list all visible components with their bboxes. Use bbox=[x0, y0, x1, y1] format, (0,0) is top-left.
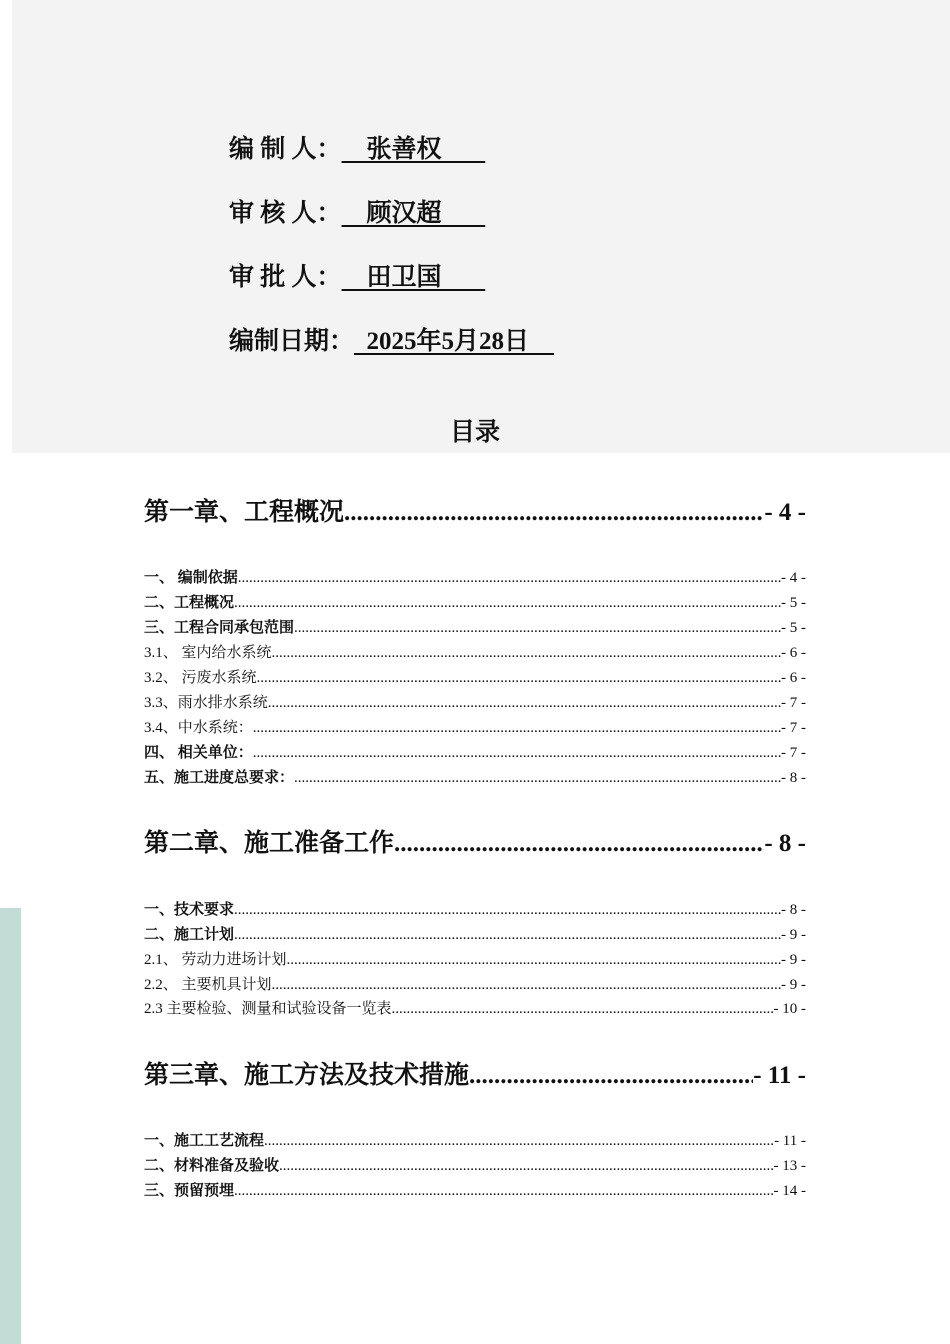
toc-title: 目录 bbox=[449, 419, 500, 446]
toc-page-number: - 9 - bbox=[781, 977, 806, 993]
toc-page-number: - 13 - bbox=[773, 1158, 806, 1174]
toc-item[interactable] bbox=[144, 1155, 806, 1177]
toc-page-number: - 7 - bbox=[781, 745, 806, 761]
toc-item[interactable] bbox=[144, 767, 806, 789]
toc-leader-dots bbox=[234, 1180, 773, 1202]
toc-leader-dots bbox=[272, 642, 781, 664]
toc-page-number: - 5 - bbox=[781, 595, 806, 611]
toc-chapter[interactable] bbox=[144, 496, 806, 530]
toc-item-title: 三、工程合同承包范围 bbox=[144, 620, 295, 636]
toc-chapter-title: 第一章、工程概况 bbox=[144, 499, 345, 526]
signature-value: 2025年5月28日 bbox=[354, 328, 555, 355]
toc-leader-dots bbox=[279, 1155, 773, 1177]
toc-page-number: - 11 - bbox=[753, 1062, 806, 1089]
signature-row-approver bbox=[229, 261, 485, 295]
toc-item-title: 3.2、 污废水系统 bbox=[144, 670, 257, 686]
toc-item[interactable] bbox=[144, 567, 806, 589]
toc-item-title: 3.4、中水系统： bbox=[144, 720, 253, 736]
toc-chapter[interactable] bbox=[144, 827, 806, 861]
toc-chapter[interactable] bbox=[144, 1059, 806, 1093]
toc-item-title: 3.3、雨水排水系统 bbox=[144, 695, 268, 711]
signature-value: 张善权 bbox=[341, 136, 486, 163]
toc-item[interactable] bbox=[144, 742, 806, 764]
toc-item-title: 四、 相关单位： bbox=[144, 745, 253, 761]
toc-leader-dots bbox=[287, 949, 781, 971]
toc-page-number: - 9 - bbox=[781, 952, 806, 968]
toc-leader-dots bbox=[253, 717, 781, 739]
toc-item-title: 一、施工工艺流程 bbox=[144, 1133, 265, 1149]
signature-label: 编制日期： bbox=[229, 328, 355, 355]
toc-leader-dots bbox=[268, 692, 781, 714]
toc-page-number: - 8 - bbox=[781, 902, 806, 918]
toc-item[interactable] bbox=[144, 1180, 806, 1202]
toc-item[interactable] bbox=[144, 974, 806, 996]
toc-page-number: - 5 - bbox=[781, 620, 806, 636]
toc-chapter-title: 第三章、施工方法及技术措施 bbox=[144, 1062, 470, 1089]
toc-page-number: - 7 - bbox=[781, 720, 806, 736]
toc-leader-dots bbox=[294, 767, 781, 789]
toc-item[interactable] bbox=[144, 949, 806, 971]
toc-leader-dots bbox=[234, 899, 781, 921]
toc-item-title: 一、技术要求 bbox=[144, 902, 235, 918]
toc-item-title: 2.2、 主要机具计划 bbox=[144, 977, 272, 993]
toc-item[interactable] bbox=[144, 1130, 806, 1152]
signature-row-date bbox=[229, 325, 554, 359]
toc-leader-dots bbox=[294, 617, 781, 639]
toc-leader-dots bbox=[234, 924, 781, 946]
toc-item[interactable] bbox=[144, 592, 806, 614]
toc-page-number: - 8 - bbox=[781, 770, 806, 786]
toc-page-number: - 8 - bbox=[764, 830, 806, 857]
toc-leader-dots bbox=[469, 1059, 753, 1093]
toc-item-title: 2.1、 劳动力进场计划 bbox=[144, 952, 287, 968]
signature-value: 田卫国 bbox=[341, 264, 486, 291]
toc-chapter-title: 第二章、施工准备工作 bbox=[144, 830, 395, 857]
toc-item[interactable] bbox=[144, 692, 806, 714]
toc-item[interactable] bbox=[144, 998, 806, 1020]
toc-leader-dots bbox=[257, 667, 781, 689]
toc-page-number: - 10 - bbox=[773, 1001, 806, 1017]
signature-row-compiler bbox=[229, 133, 485, 167]
toc-leader-dots bbox=[394, 827, 764, 861]
toc-page-number: - 4 - bbox=[781, 570, 806, 586]
signature-label: 审 核 人： bbox=[229, 200, 342, 227]
toc-page-number: - 4 - bbox=[764, 499, 806, 526]
toc-item[interactable] bbox=[144, 642, 806, 664]
toc-leader-dots bbox=[344, 496, 764, 530]
toc-leader-dots bbox=[264, 1130, 774, 1152]
toc-page-number: - 6 - bbox=[781, 645, 806, 661]
toc-item-title: 二、施工计划 bbox=[144, 927, 235, 943]
toc-leader-dots bbox=[392, 998, 774, 1020]
toc-item[interactable] bbox=[144, 717, 806, 739]
toc-page-number: - 14 - bbox=[773, 1183, 806, 1199]
toc-leader-dots bbox=[253, 742, 781, 764]
toc-leader-dots bbox=[272, 974, 781, 996]
toc-item[interactable] bbox=[144, 924, 806, 946]
toc-leader-dots bbox=[234, 592, 781, 614]
side-accent-strip bbox=[0, 908, 21, 1344]
toc-page-number: - 11 - bbox=[774, 1133, 806, 1149]
signature-label: 编 制 人： bbox=[229, 136, 342, 163]
toc-item-title: 二、材料准备及验收 bbox=[144, 1158, 280, 1174]
toc-item[interactable] bbox=[144, 899, 806, 921]
toc-item-title: 三、预留预埋 bbox=[144, 1183, 235, 1199]
toc-item-title: 3.1、 室内给水系统 bbox=[144, 645, 272, 661]
signature-row-reviewer bbox=[229, 197, 485, 231]
toc-item-title: 一、 编制依据 bbox=[144, 570, 238, 586]
toc-page-number: - 9 - bbox=[781, 927, 806, 943]
toc-item[interactable] bbox=[144, 617, 806, 639]
toc-item-title: 2.3 主要检验、测量和试验设备一览表 bbox=[144, 1001, 392, 1017]
toc-item-title: 二、工程概况 bbox=[144, 595, 235, 611]
toc-item[interactable] bbox=[144, 667, 806, 689]
signature-value: 顾汉超 bbox=[341, 200, 486, 227]
toc-page-number: - 7 - bbox=[781, 695, 806, 711]
toc-page-number: - 6 - bbox=[781, 670, 806, 686]
signature-label: 审 批 人： bbox=[229, 264, 342, 291]
toc-leader-dots bbox=[238, 567, 781, 589]
toc-item-title: 五、施工进度总要求： bbox=[144, 770, 295, 786]
